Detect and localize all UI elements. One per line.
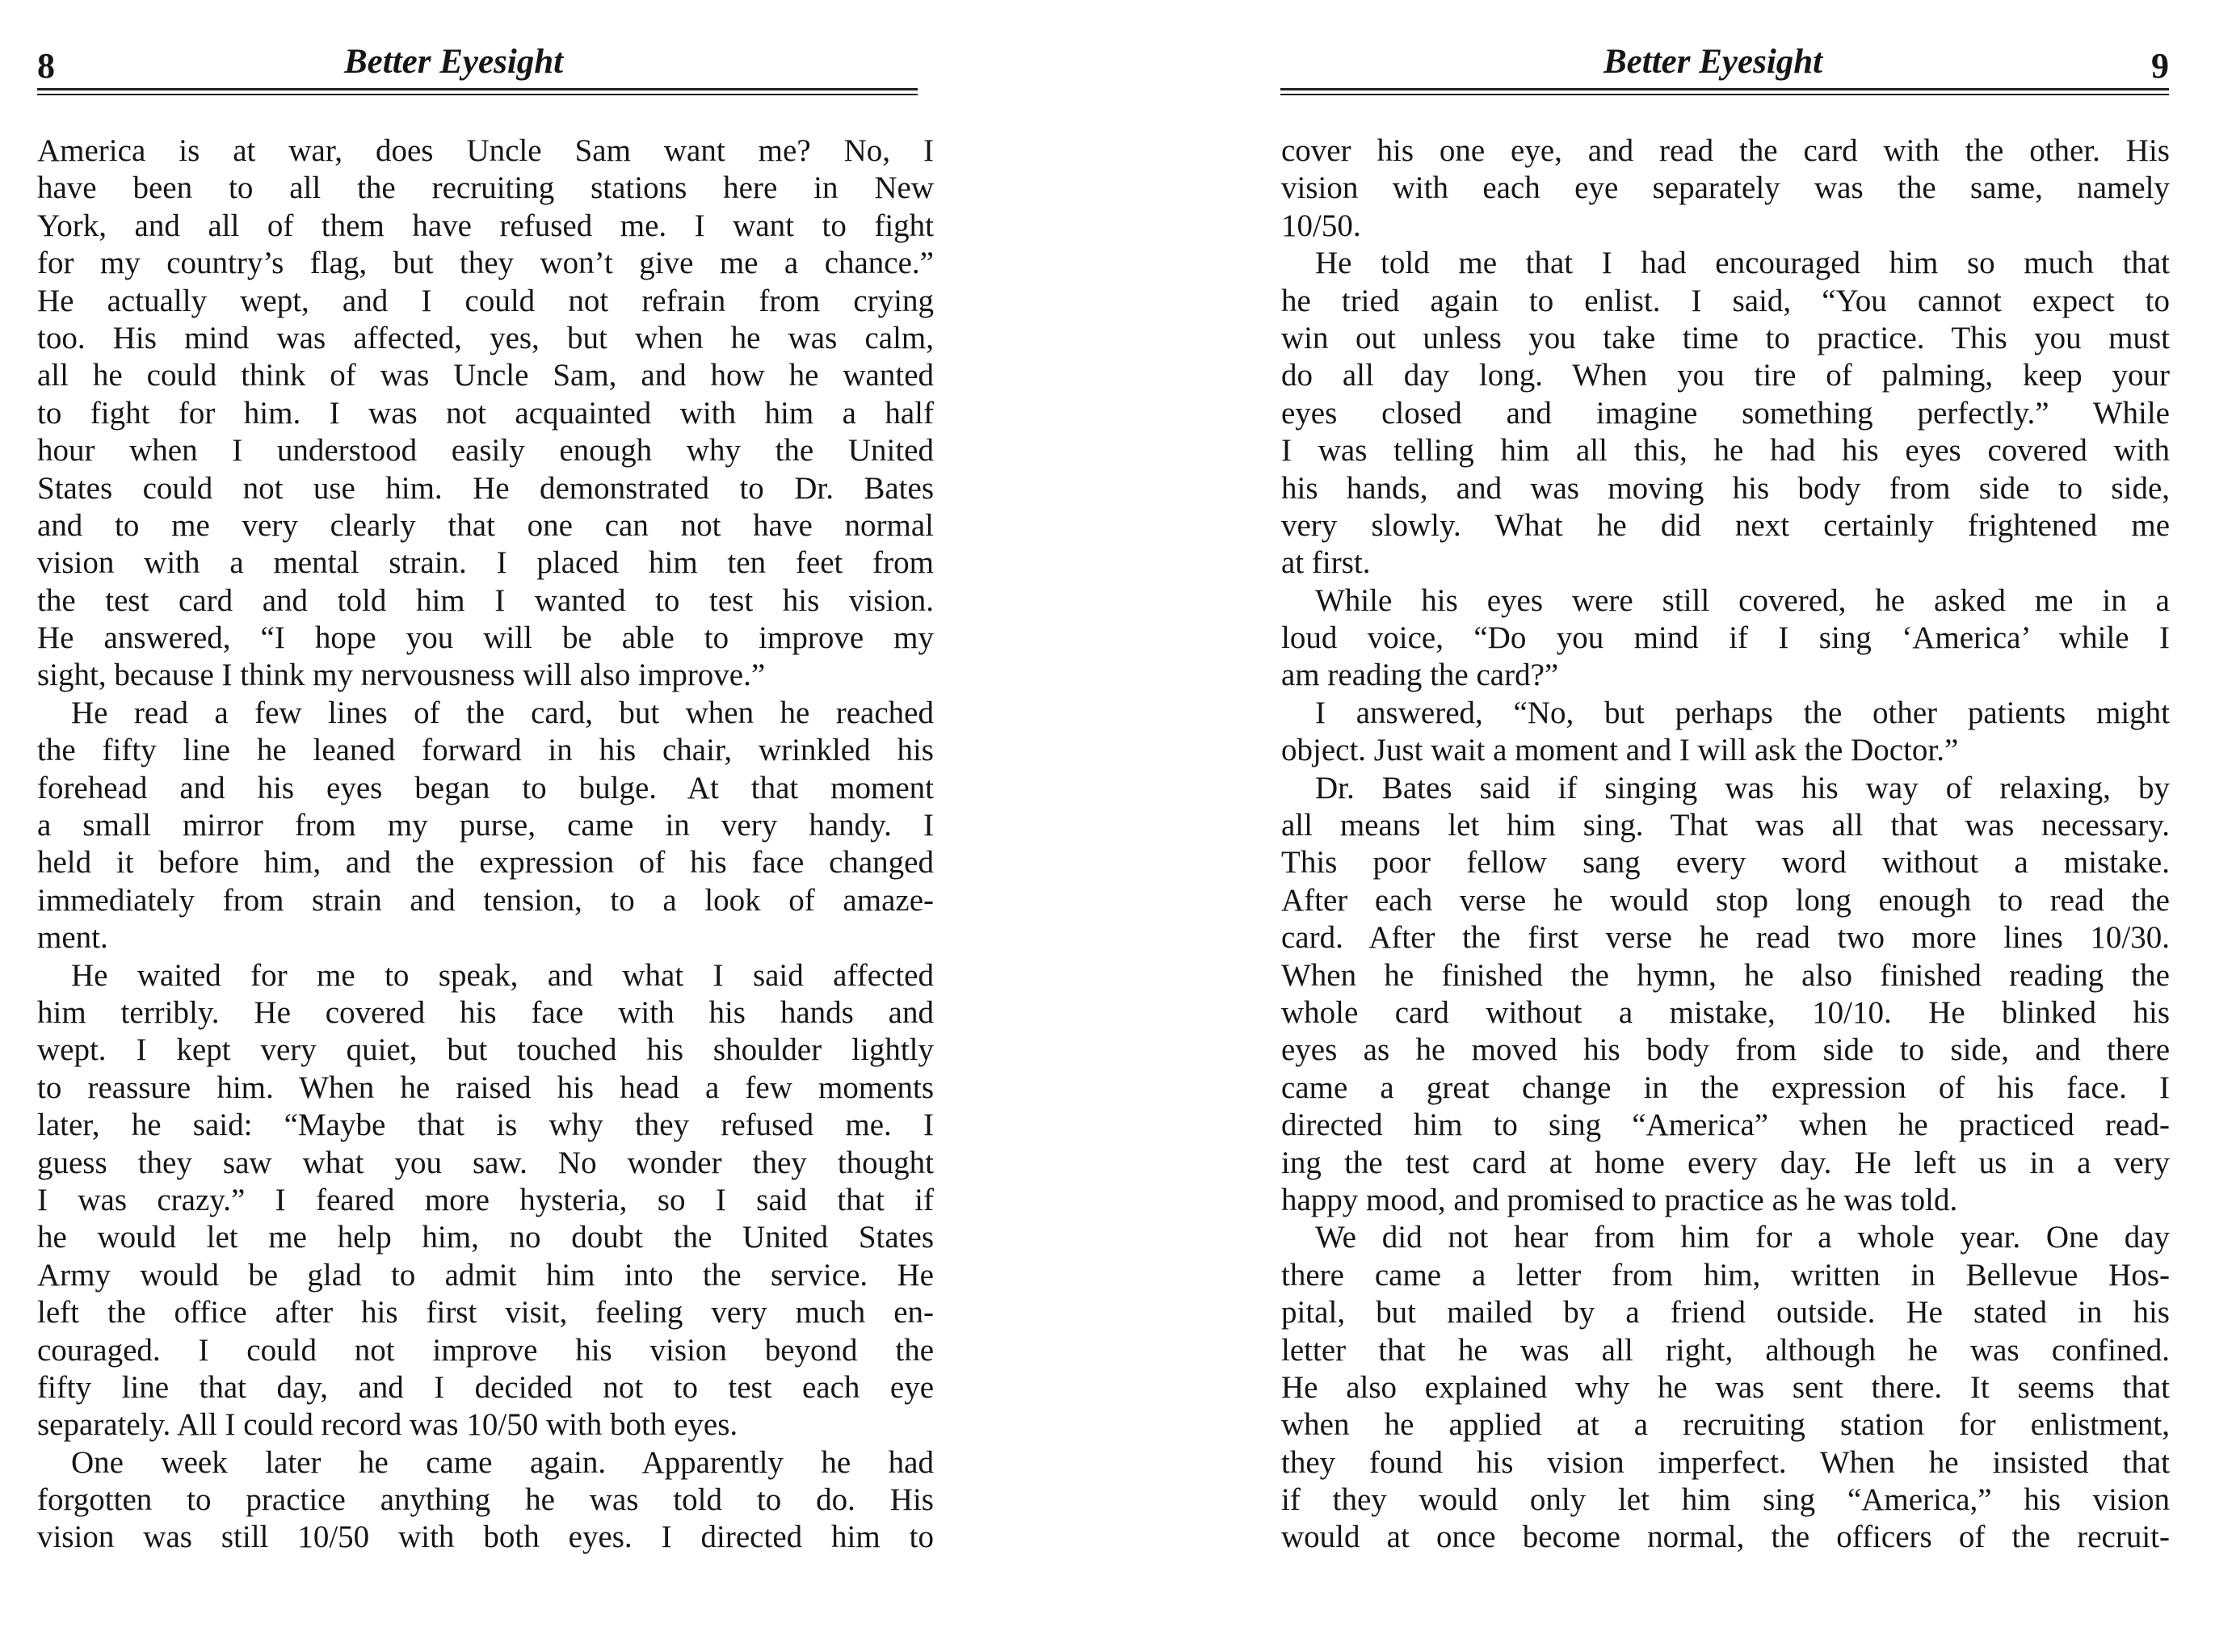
text-line: pital, but mailed by a friend outside. He stated in his (1281, 1295, 2170, 1330)
text-line: when he applied at a recruiting station for enlistment, (1281, 1407, 2170, 1443)
text-line: at first. (1281, 545, 1371, 581)
right-page-body-text (1281, 132, 2170, 1557)
text-line: vision with a mental strain. I placed him ten feet from (37, 545, 934, 581)
text-line: forehead and his eyes began to bulge. At that moment (37, 770, 934, 805)
running-title: Better Eyesight (1603, 43, 1823, 81)
text-line: couraged. I could not improve his vision beyond the (37, 1332, 934, 1368)
text-line: He also explained why he was sent there. It seems that (1281, 1369, 2170, 1405)
text-line: do all day long. When you tire of palming, keep your (1281, 358, 2170, 393)
text-line: cover his one eye, and read the card with the other. His (1281, 133, 2170, 168)
text-line: have been to all the recruiting stations here in New (37, 170, 934, 206)
text-line: the fifty line he leaned forward in his chair, wrinkled his (37, 733, 934, 768)
text-line: the test card and told him I wanted to test his vision. (37, 582, 934, 618)
text-line: We did not hear from him for a whole year. One day (1315, 1220, 2170, 1255)
text-line: When he finished the hymn, he also finished reading the (1281, 957, 2170, 993)
text-line: York, and all of them have refused me. I want to fight (37, 208, 934, 243)
text-line: he would let me help him, no doubt the United States (37, 1220, 934, 1255)
text-line: left the office after his first visit, feeling very much en- (37, 1295, 934, 1330)
text-line: eyes closed and imagine something perfectly.” While (1281, 395, 2170, 431)
text-line: held it before him, and the expression of his face changed (37, 845, 934, 881)
text-line: immediately from strain and tension, to a look of amaze- (37, 882, 934, 918)
text-line: I was telling him all this, he had his eyes covered with (1281, 433, 2170, 469)
text-line: guess they saw what you saw. No wonder they thought (37, 1145, 934, 1180)
text-line: letter that he was all right, although he was confined. (1281, 1332, 2170, 1368)
text-line: fifty line that day, and I decided not to test each eye (37, 1369, 934, 1405)
text-line: He read a few lines of the card, but when he reached (71, 695, 934, 730)
text-line: He answered, “I hope you will be able to improve my (37, 620, 934, 656)
text-line: to fight for him. I was not acquainted with him a half (37, 395, 934, 431)
text-line: hour when I understood easily enough why the United (37, 433, 934, 469)
text-line: vision with each eye separately was the same, namely (1281, 170, 2170, 206)
text-line: He waited for me to speak, and what I said affected (71, 957, 934, 993)
text-line: to reassure him. When he raised his head a few moments (37, 1070, 934, 1105)
text-line: whole card without a mistake, 10/10. He blinked his (1281, 994, 2170, 1030)
text-line: would at once become normal, the officers of the recruit- (1281, 1520, 2170, 1555)
right-page (1108, 0, 2215, 1652)
text-line: vision was still 10/50 with both eyes. I directed him to (37, 1520, 934, 1555)
text-line: ment. (37, 920, 108, 956)
text-line: loud voice, “Do you mind if I sing ‘America’ while I (1281, 620, 2170, 656)
text-line: separately. All I could record was 10/50 with both eyes. (37, 1407, 738, 1443)
text-line: they found his vision imperfect. When he insisted that (1281, 1444, 2170, 1480)
text-line: wept. I kept very quiet, but touched his shoulder lightly (37, 1032, 934, 1068)
text-line: all means let him sing. That was all that was necessary. (1281, 808, 2170, 843)
text-line: While his eyes were still covered, he asked me in a (1315, 582, 2170, 618)
text-line: his hands, and was moving his body from side to side, (1281, 470, 2170, 506)
text-line: if they would only let him sing “America,” his vision (1281, 1482, 2170, 1518)
text-line: win out unless you take time to practice. This you must (1281, 320, 2170, 355)
page-number: 9 (2151, 46, 2169, 86)
text-line: I was crazy.” I feared more hysteria, so I said that if (37, 1182, 934, 1217)
text-line: there came a letter from him, written in Bellevue Hos- (1281, 1257, 2170, 1293)
text-line: After each verse he would stop long enough to read the (1281, 882, 2170, 918)
left-page-header (37, 42, 918, 90)
text-line: eyes as he moved his body from side to side, and there (1281, 1032, 2170, 1068)
text-line: I answered, “No, but perhaps the other patients might (1315, 695, 2170, 730)
text-line: very slowly. What he did next certainly frightened me (1281, 507, 2170, 543)
text-line: directed him to sing “America” when he practiced read- (1281, 1108, 2170, 1143)
text-line: sight, because I think my nervousness will also improve.” (37, 658, 766, 693)
running-title: Better Eyesight (344, 43, 564, 81)
text-line: for my country’s flag, but they won’t give me a chance.” (37, 246, 934, 281)
text-line: object. Just wait a moment and I will ask the Doctor.” (1281, 733, 1959, 768)
text-line: he tried again to enlist. I said, “You cannot expect to (1281, 283, 2170, 318)
text-line: came a great change in the expression of his face. I (1281, 1070, 2170, 1105)
text-line: am reading the card?” (1281, 658, 1559, 693)
text-line: 10/50. (1281, 208, 1361, 243)
text-line: He told me that I had encouraged him so much that (1315, 246, 2170, 281)
page-number: 8 (37, 46, 55, 86)
text-line: happy mood, and promised to practice as he was told. (1281, 1182, 1958, 1217)
text-line: him terribly. He covered his face with his hands and (37, 994, 934, 1030)
text-line: too. His mind was affected, yes, but when he was calm, (37, 320, 934, 355)
text-line: all he could think of was Uncle Sam, and how he wanted (37, 358, 934, 393)
right-page-header (1280, 42, 2169, 90)
text-line: States could not use him. He demonstrated to Dr. Bates (37, 470, 934, 506)
text-line: card. After the first verse he read two more lines 10/30. (1281, 920, 2170, 956)
text-line: ing the test card at home every day. He left us in a very (1281, 1145, 2170, 1180)
header-rule (37, 88, 918, 90)
text-line: This poor fellow sang every word without a mistake. (1281, 845, 2170, 881)
text-line: Army would be glad to admit him into the service. He (37, 1257, 934, 1293)
text-line: later, he said: “Maybe that is why they refused me. I (37, 1108, 934, 1143)
text-line: Dr. Bates said if singing was his way of relaxing, by (1315, 770, 2170, 805)
text-line: a small mirror from my purse, came in very handy. I (37, 808, 934, 843)
text-line: America is at war, does Uncle Sam want me? No, I (37, 133, 934, 168)
text-line: He actually wept, and I could not refrain from crying (37, 283, 934, 318)
text-line: and to me very clearly that one can not have normal (37, 507, 934, 543)
header-rule (1280, 88, 2169, 90)
text-line: One week later he came again. Apparently he had (71, 1444, 934, 1480)
left-page-body-text (37, 132, 934, 1557)
text-line: forgotten to practice anything he was told to do. His (37, 1482, 934, 1518)
